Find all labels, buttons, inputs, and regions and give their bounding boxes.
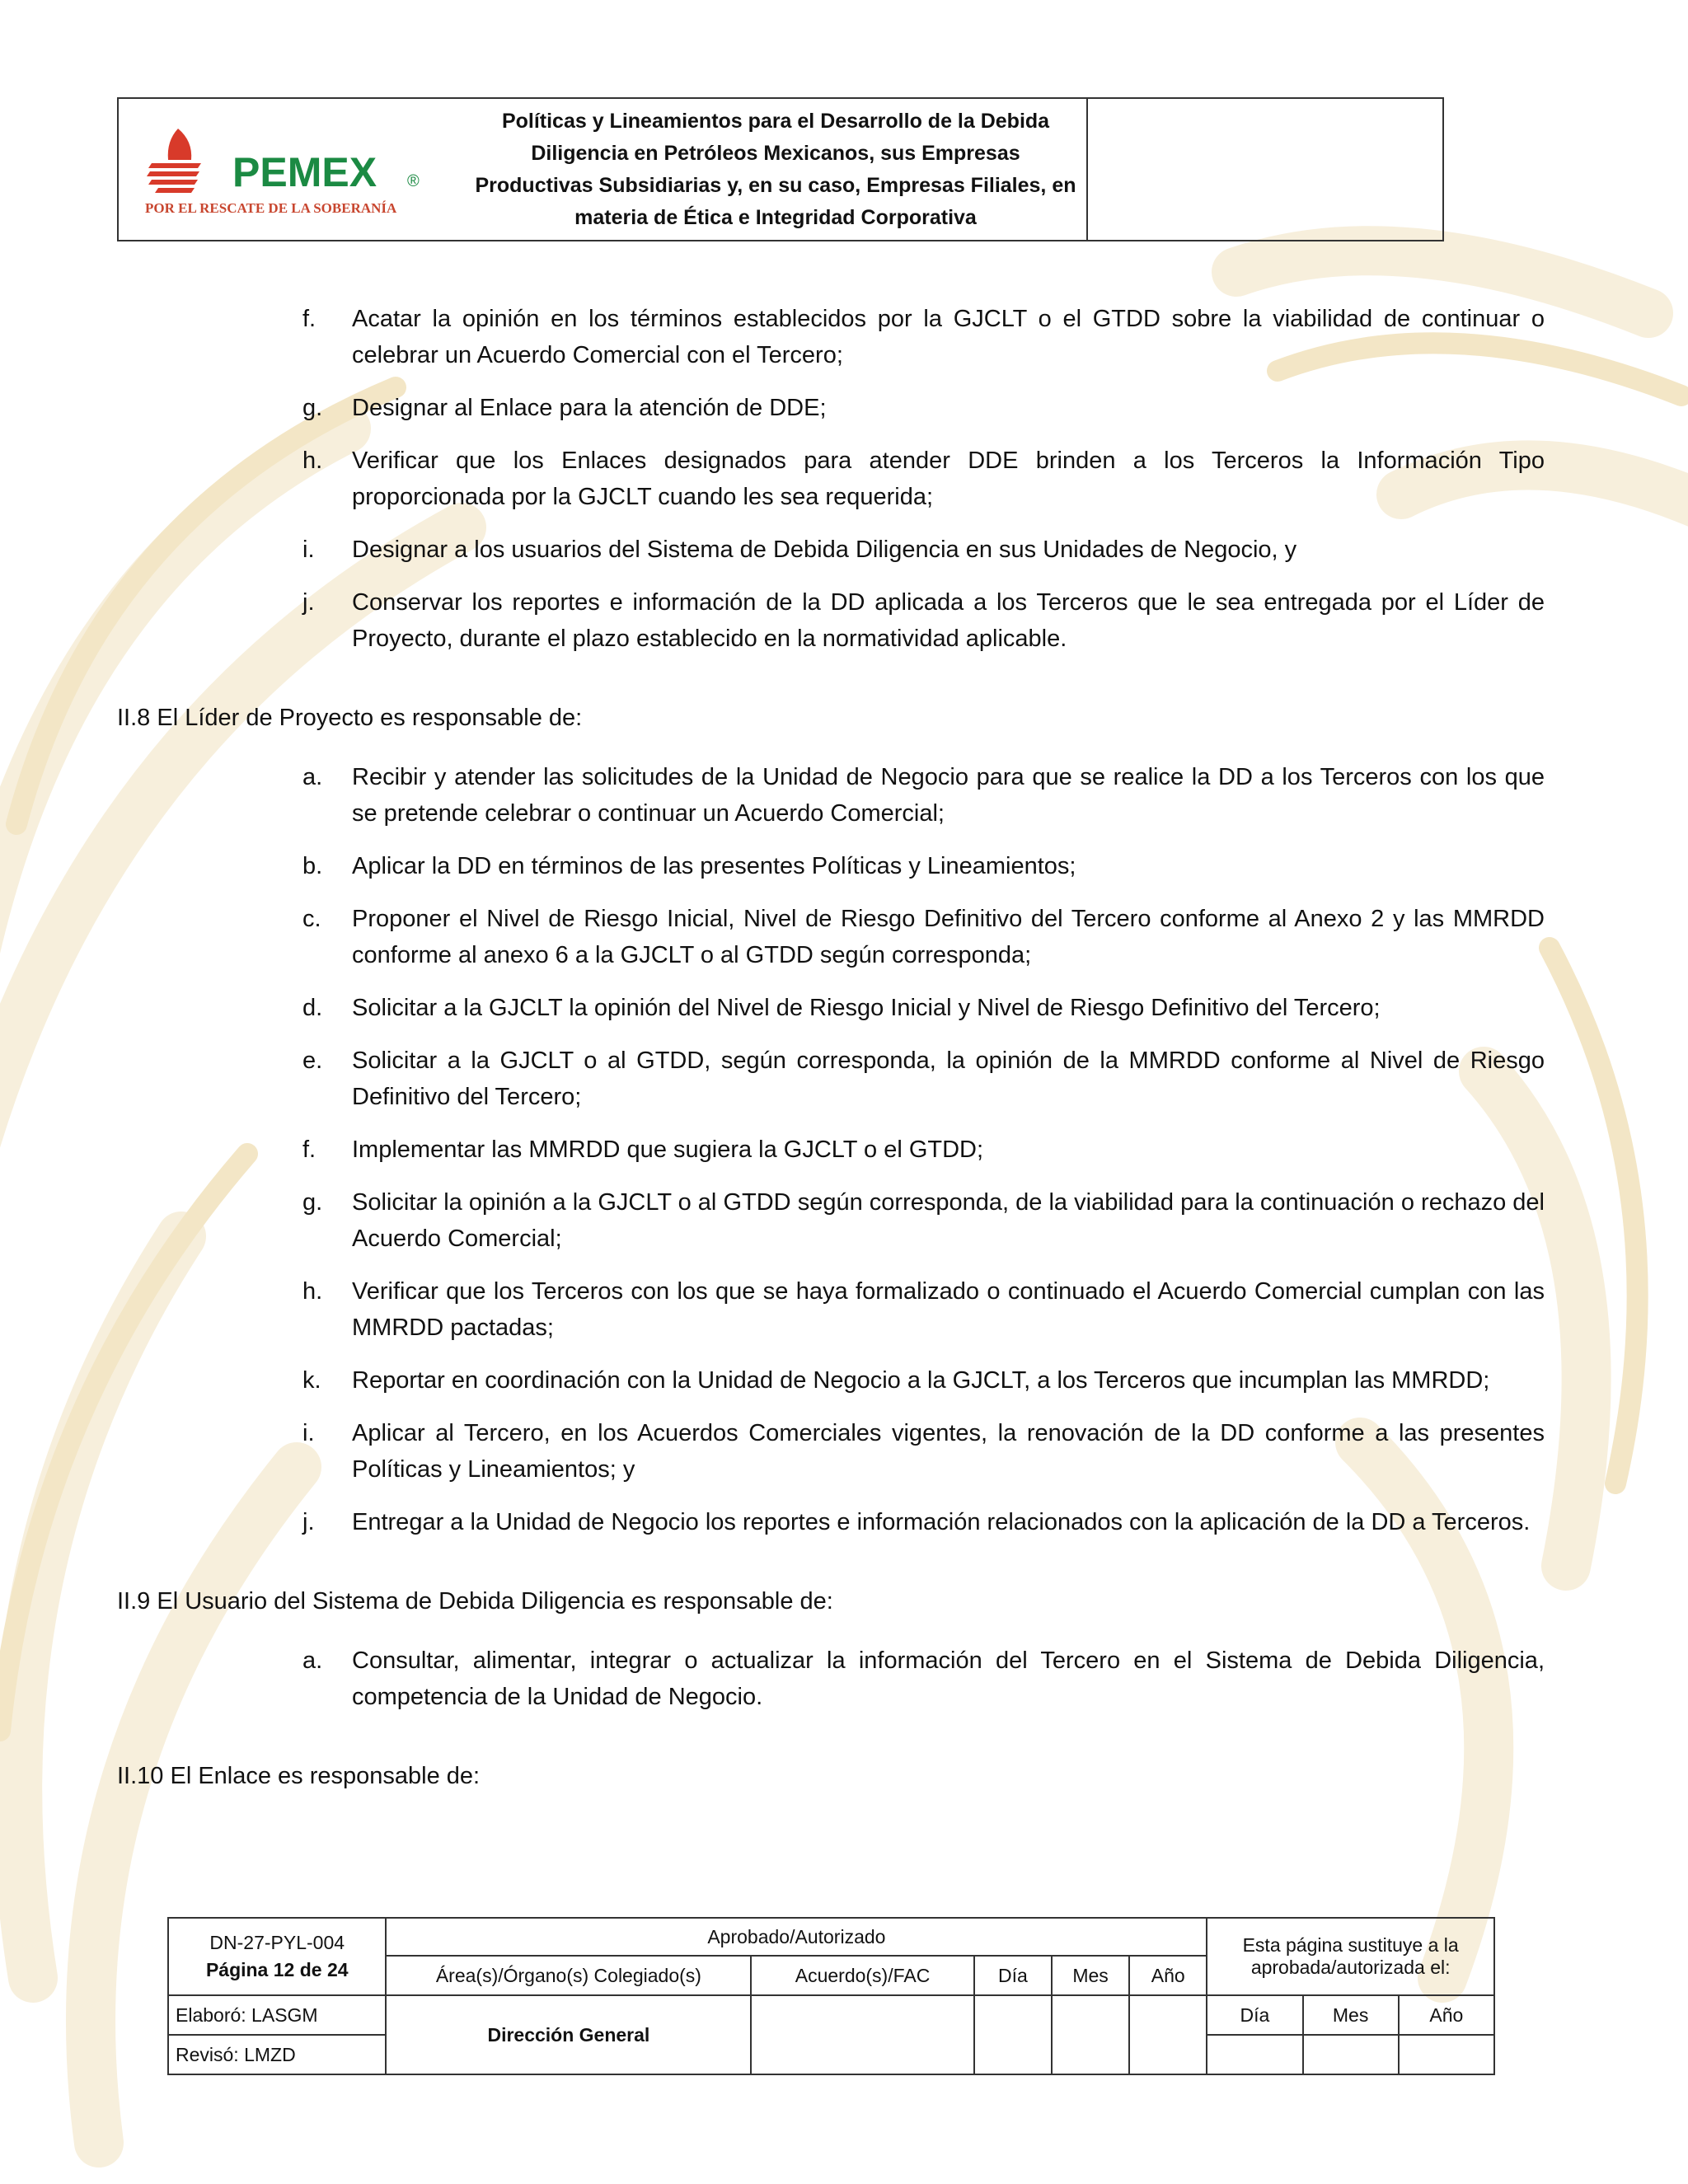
replace-month-header: Mes (1303, 1995, 1399, 2035)
list-letter: e. (302, 1047, 323, 1074)
pemex-logo (119, 99, 465, 240)
list-letter: i. (302, 537, 315, 563)
list-letter: b. (302, 853, 323, 879)
list-letter: a. (302, 1647, 323, 1674)
section-heading-ii10: II.10 El Enlace es responsable de: (117, 1763, 481, 1789)
list-item (117, 532, 1545, 568)
replace-day-header: Día (1207, 1995, 1302, 2035)
area-value: Dirección General (386, 1995, 751, 2074)
list-letter: k. (302, 1367, 321, 1394)
month-value (1052, 1995, 1129, 2074)
agreement-value (751, 1995, 974, 2074)
list-letter: c. (302, 906, 321, 932)
list-letter: f. (302, 1137, 316, 1163)
document-control-table (167, 1917, 1495, 2075)
replaces-note: Esta página sustituye a la aprobada/autorizada el: (1207, 1918, 1494, 1995)
list-text: Aplicar la DD en términos de las presentes Políticas y Lineamientos; (352, 853, 1076, 879)
list-text: Aplicar al Tercero, en los Acuerdos Comerciales vigentes, la renovación de la DD conforme a las presentes Políticas y Lineamientos; y (352, 1420, 1545, 1483)
agreement-header: Acuerdo(s)/FAC (751, 1956, 974, 1995)
svg-text:®: ® (407, 171, 420, 190)
list-item (117, 1132, 1545, 1168)
list-letter: j. (302, 589, 315, 616)
prepared-by: Elaboró: LASGM (168, 1995, 386, 2035)
day-header: Día (974, 1956, 1052, 1995)
list-item (117, 584, 1545, 657)
list-item (117, 901, 1545, 973)
replace-year-value (1399, 2035, 1494, 2074)
list-item (117, 301, 1545, 373)
year-value (1129, 1995, 1207, 2074)
page-number: Página 12 de 24 (205, 1959, 349, 1980)
list-text: Implementar las MMRDD que sugiera la GJCLT o el GTDD; (352, 1137, 984, 1163)
month-header: Mes (1052, 1956, 1129, 1995)
list-letter: g. (302, 1189, 323, 1216)
section-heading-ii9: II.9 El Usuario del Sistema de Debida Diligencia es responsable de: (117, 1588, 833, 1615)
area-header: Área(s)/Órgano(s) Colegiado(s) (386, 1956, 751, 1995)
list-text: Recibir y atender las solicitudes de la Unidad de Negocio para que se realice la DD a los Terceros con los que se pretende celebrar o continuar un Acuerdo Comercial; (352, 764, 1545, 827)
list-text: Solicitar a la GJCLT o al GTDD, según corresponda, la opinión de la MMRDD conforme al Nivel de Riesgo Definitivo del Tercero; (352, 1047, 1545, 1110)
list-text: Designar a los usuarios del Sistema de Debida Diligencia en sus Unidades de Negocio, y (352, 537, 1297, 563)
list-text: Entregar a la Unidad de Negocio los reportes e información relacionados con la aplicación de la DD a Terceros. (352, 1509, 1531, 1535)
list-item (117, 390, 1545, 426)
list-text: Acatar la opinión en los términos establecidos por la GJCLT o el GTDD sobre la viabilidad de continuar o celebrar un Acuerdo Comercial con el Tercero; (352, 306, 1545, 368)
list-item (117, 1184, 1545, 1257)
svg-text:POR EL RESCATE DE LA SOBERANÍA: POR EL RESCATE DE LA SOBERANÍA (145, 199, 397, 216)
replace-year-header: Año (1399, 1995, 1494, 2035)
list-item (117, 1643, 1545, 1715)
list-text: Verificar que los Enlaces designados para atender DDE brinden a los Terceros la Información Tipo proporcionada por la GJCLT cuando les sea requerida; (352, 448, 1545, 510)
approved-header: Aprobado/Autorizado (386, 1918, 1207, 1956)
list-text: Verificar que los Terceros con los que se haya formalizado o continuado el Acuerdo Comercial cumplan con las MMRDD pactadas; (352, 1278, 1545, 1341)
reviewed-by: Revisó: LMZD (168, 2035, 386, 2074)
list-item (117, 990, 1545, 1026)
list-letter: a. (302, 764, 323, 790)
list-text: Reportar en coordinación con la Unidad de Negocio a la GJCLT, a los Terceros que incumplan las MMRDD; (352, 1367, 1490, 1394)
intro-list (117, 301, 1545, 657)
list-item (117, 759, 1545, 832)
list-item (117, 1504, 1545, 1540)
list-text: Solicitar a la GJCLT la opinión del Nivel de Riesgo Inicial y Nivel de Riesgo Definitivo del Tercero; (352, 995, 1381, 1021)
list-item (117, 443, 1545, 515)
list-text: Solicitar la opinión a la GJCLT o al GTDD según corresponda, de la viabilidad para la continuación o rechazo del Acuerdo Comercial; (352, 1189, 1545, 1252)
list-letter: h. (302, 448, 323, 474)
list-item (117, 1362, 1545, 1399)
document-header (117, 97, 1444, 241)
list-text: Conservar los reportes e información de la DD aplicada a los Terceros que le sea entregada por el Líder de Proyecto, durante el plazo establecido en la normatividad aplicable. (352, 589, 1545, 652)
list-item (117, 1415, 1545, 1488)
list-letter: d. (302, 995, 323, 1021)
list-letter: h. (302, 1278, 323, 1305)
replace-month-value (1303, 2035, 1399, 2074)
header-empty-cell (1088, 99, 1442, 240)
list-text: Designar al Enlace para la atención de DDE; (352, 395, 827, 421)
section-heading-ii8: II.8 El Líder de Proyecto es responsable de: (117, 705, 583, 731)
pemex-eagle-icon (143, 120, 440, 219)
svg-text:PEMEX: PEMEX (232, 148, 377, 195)
list-letter: f. (302, 306, 316, 332)
day-value (974, 1995, 1052, 2074)
document-code: DN-27-PYL-004 (209, 1932, 345, 1953)
code-page-cell (168, 1918, 386, 1995)
document-body (117, 301, 1545, 1817)
section-ii9-list (117, 1643, 1545, 1715)
list-letter: j. (302, 1509, 315, 1535)
list-text: Proponer el Nivel de Riesgo Inicial, Nivel de Riesgo Definitivo del Tercero conforme al Anexo 2 y las MMRDD conforme al anexo 6 a la GJCLT o al GTDD según corresponda; (352, 906, 1545, 968)
list-item (117, 1273, 1545, 1346)
list-letter: i. (302, 1420, 315, 1446)
section-ii8-list (117, 759, 1545, 1540)
year-header: Año (1129, 1956, 1207, 1995)
list-text: Consultar, alimentar, integrar o actualizar la información del Tercero en el Sistema de Debida Diligencia, competencia de la Unidad de Negocio. (352, 1647, 1545, 1710)
list-letter: g. (302, 395, 323, 421)
replace-day-value (1207, 2035, 1302, 2074)
list-item (117, 1043, 1545, 1115)
document-title: Políticas y Lineamientos para el Desarrollo de la Debida Diligencia en Petróleos Mexicanos, sus Empresas Productivas Subsidiarias y, en su caso, Empresas Filiales, en materia de Ética e Integridad Corporativa (465, 99, 1088, 240)
list-item (117, 848, 1545, 884)
